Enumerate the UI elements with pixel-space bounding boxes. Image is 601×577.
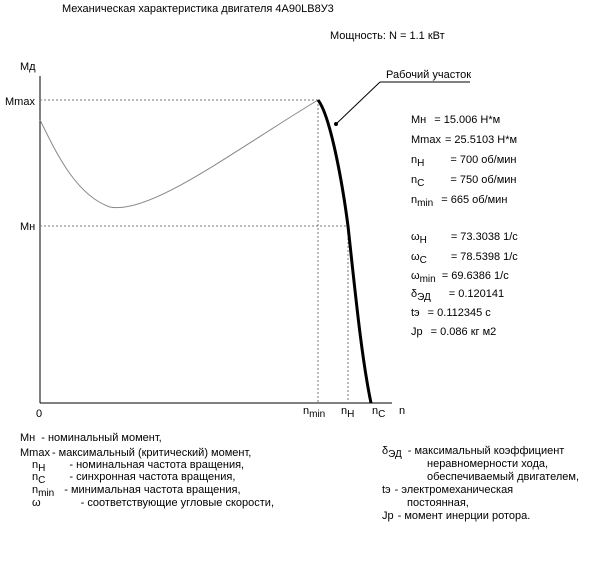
legend-delta-line2: неравномерности хода, <box>427 458 549 470</box>
legend-delta: δЭД - максимальный коэффициент <box>382 445 565 460</box>
param-jp: Jр = 0.086 кг м2 <box>411 326 497 338</box>
x-tick-nc: nС <box>372 405 386 420</box>
legend-jp: Jр - момент инерции ротора. <box>382 510 531 522</box>
legend-te-line2: постоянная, <box>407 497 469 509</box>
annotation-dot <box>334 122 338 126</box>
working-segment-annotation: Рабочий участок <box>386 69 472 81</box>
working-segment-curve <box>318 100 371 403</box>
y-tick-mmax: Mmax <box>5 96 35 108</box>
legend-nc: nС - синхронная частота вращения, <box>32 471 236 486</box>
param-nmin: nmin = 665 об/мин <box>411 194 508 209</box>
x-tick-nn: nН <box>341 405 355 420</box>
param-wc: ωС = 78.5398 1/с <box>411 251 518 266</box>
x-tick-nmin: nmin <box>303 405 326 420</box>
legend-te: tэ - электромеханическая <box>382 484 514 496</box>
param-mmax: Mmax = 25.5103 Н*м <box>411 134 518 146</box>
param-wn: ωН = 73.3038 1/с <box>411 231 518 246</box>
param-te: tэ = 0.112345 с <box>411 307 491 319</box>
starting-curve <box>40 100 318 208</box>
param-mn: Мн = 15.006 Н*м <box>411 114 501 126</box>
y-axis-label: Мд <box>20 61 36 73</box>
param-nc: nС = 750 об/мин <box>411 174 517 189</box>
origin-label: 0 <box>36 408 43 420</box>
y-tick-mn: Мн <box>20 221 36 233</box>
param-wmin: ωmin = 69.6386 1/с <box>411 270 509 285</box>
param-delta: δЭД = 0.120141 <box>411 288 505 303</box>
legend-delta-line3: обеспечиваемый двигателем, <box>427 471 579 483</box>
legend-nn: nН - номинальная частота вращения, <box>32 459 245 474</box>
param-nn: nН = 700 об/мин <box>411 154 517 169</box>
chart-title: Механическая характеристика двигателя 4А90LB8У3 <box>62 3 334 15</box>
legend-nmin: nmin - минимальная частота вращения, <box>32 484 241 499</box>
legend-mmax: Mmax - максимальный (критический) момент, <box>20 447 252 459</box>
legend-mn: Мн - номинальный момент, <box>20 432 162 444</box>
legend-omega: ω - соответствующие угловые скорости, <box>32 497 274 509</box>
power-label: Мощность: N = 1.1 кВт <box>330 30 445 42</box>
annotation-leader-line <box>335 82 380 125</box>
x-axis-label: n <box>399 405 406 417</box>
